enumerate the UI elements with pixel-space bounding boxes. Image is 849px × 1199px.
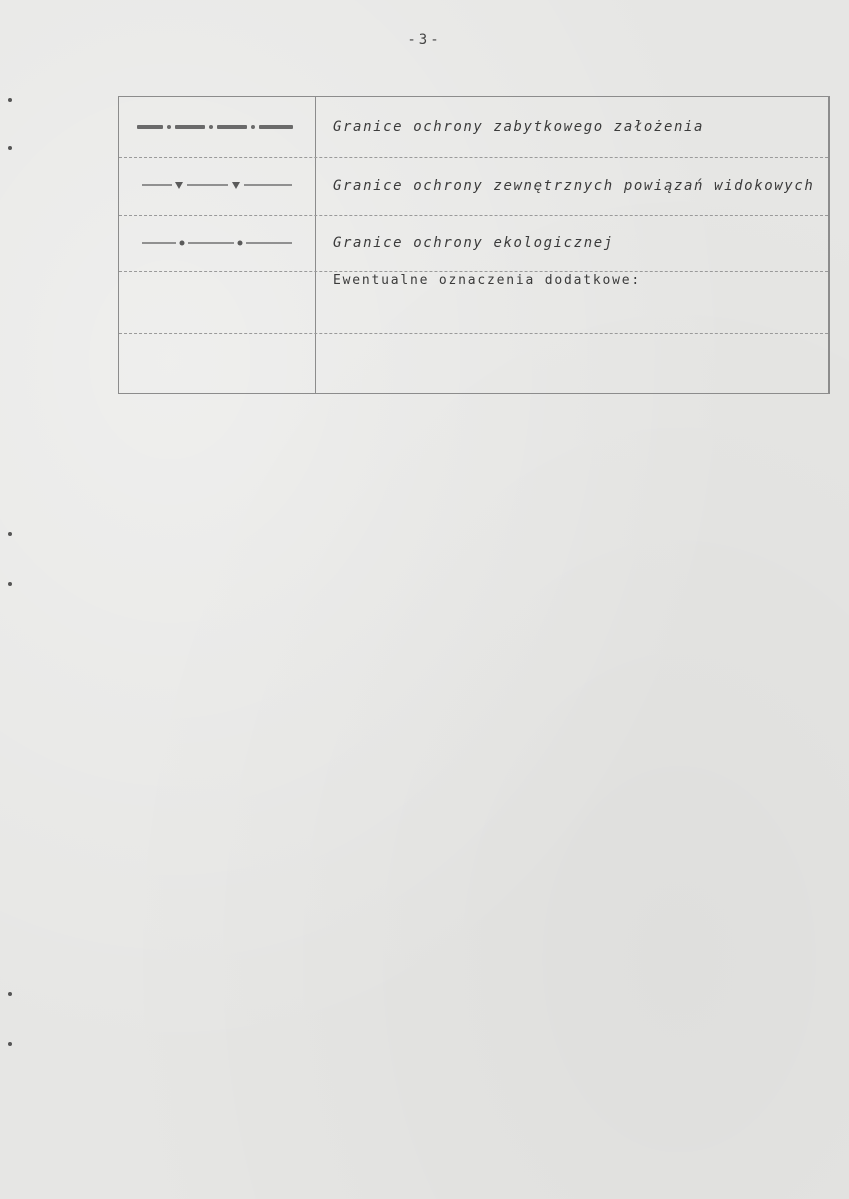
legend-symbol-cell bbox=[119, 215, 315, 271]
punch-mark bbox=[8, 582, 12, 586]
legend-row bbox=[119, 215, 828, 272]
dash-dot-line-icon bbox=[137, 122, 297, 132]
legend-symbol-cell bbox=[119, 157, 315, 215]
legend-label: Ewentualne oznaczenia dodatkowe: bbox=[333, 273, 642, 288]
punch-mark bbox=[8, 98, 12, 102]
legend-row bbox=[119, 97, 828, 158]
legend-symbol-cell bbox=[119, 97, 315, 157]
legend-row bbox=[119, 271, 828, 334]
legend-label: Granice ochrony ekologicznej bbox=[333, 235, 614, 251]
page-number: -3- bbox=[407, 32, 442, 48]
line-with-triangles-icon bbox=[142, 180, 292, 192]
legend-symbol-cell bbox=[119, 333, 315, 393]
legend-label: Granice ochrony zabytkowego założenia bbox=[333, 119, 705, 135]
legend-label: Granice ochrony zewnętrznych powiązań widokowych bbox=[333, 178, 815, 194]
punch-mark bbox=[8, 532, 12, 536]
legend-label bbox=[333, 333, 828, 393]
punch-mark bbox=[8, 992, 12, 996]
line-with-dots-icon bbox=[142, 238, 292, 248]
punch-mark bbox=[8, 146, 12, 150]
punch-mark bbox=[8, 1042, 12, 1046]
legend-symbol-cell bbox=[119, 271, 315, 333]
legend-row bbox=[119, 157, 828, 216]
legend-row bbox=[119, 333, 828, 393]
legend-table bbox=[118, 96, 830, 394]
